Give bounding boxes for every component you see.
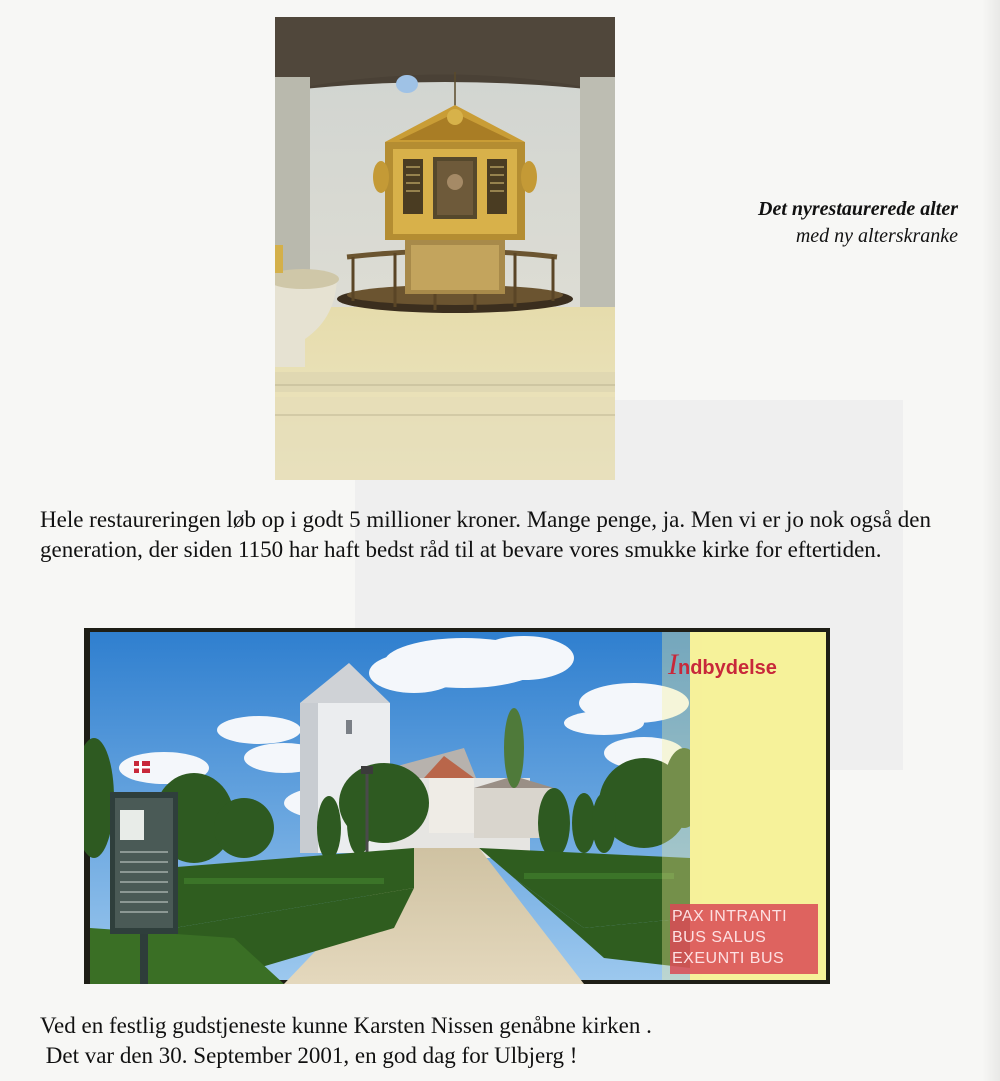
church-invitation-photo xyxy=(84,628,830,984)
invitation-title-initial: I xyxy=(668,648,678,681)
latin-stamp xyxy=(672,906,818,969)
stamp-line-2: BUS SALUS xyxy=(672,929,767,946)
invitation-title-rest: ndbydelse xyxy=(678,657,777,679)
invitation-title xyxy=(668,648,777,682)
caption-line-2: med ny alterskranke xyxy=(795,225,958,247)
stamp-line-3: EXEUNTI BUS xyxy=(672,950,785,967)
restoration-paragraph: Hele restaureringen løb op i godt 5 millioner kroner. Mange penge, ja. Men vi er jo nok også den generation, der siden 1150 har haft bedst råd til at bevare vores smukke kirke for eftertiden. xyxy=(40,507,932,562)
closing-line-2: Det var den 30. September 2001, en god dag for Ulbjerg ! xyxy=(40,1043,578,1068)
caption-line-1: Det nyrestaurerede alter xyxy=(758,198,958,220)
closing-line-1: Ved en festlig gudstjeneste kunne Karsten Nissen genåbne kirken . xyxy=(40,1013,652,1038)
stamp-line-1: PAX INTRANTI xyxy=(672,908,788,925)
altar-caption xyxy=(758,196,958,250)
closing-text xyxy=(40,1011,652,1071)
altar-photo xyxy=(275,17,615,480)
page-edge-shadow xyxy=(982,0,1000,1081)
